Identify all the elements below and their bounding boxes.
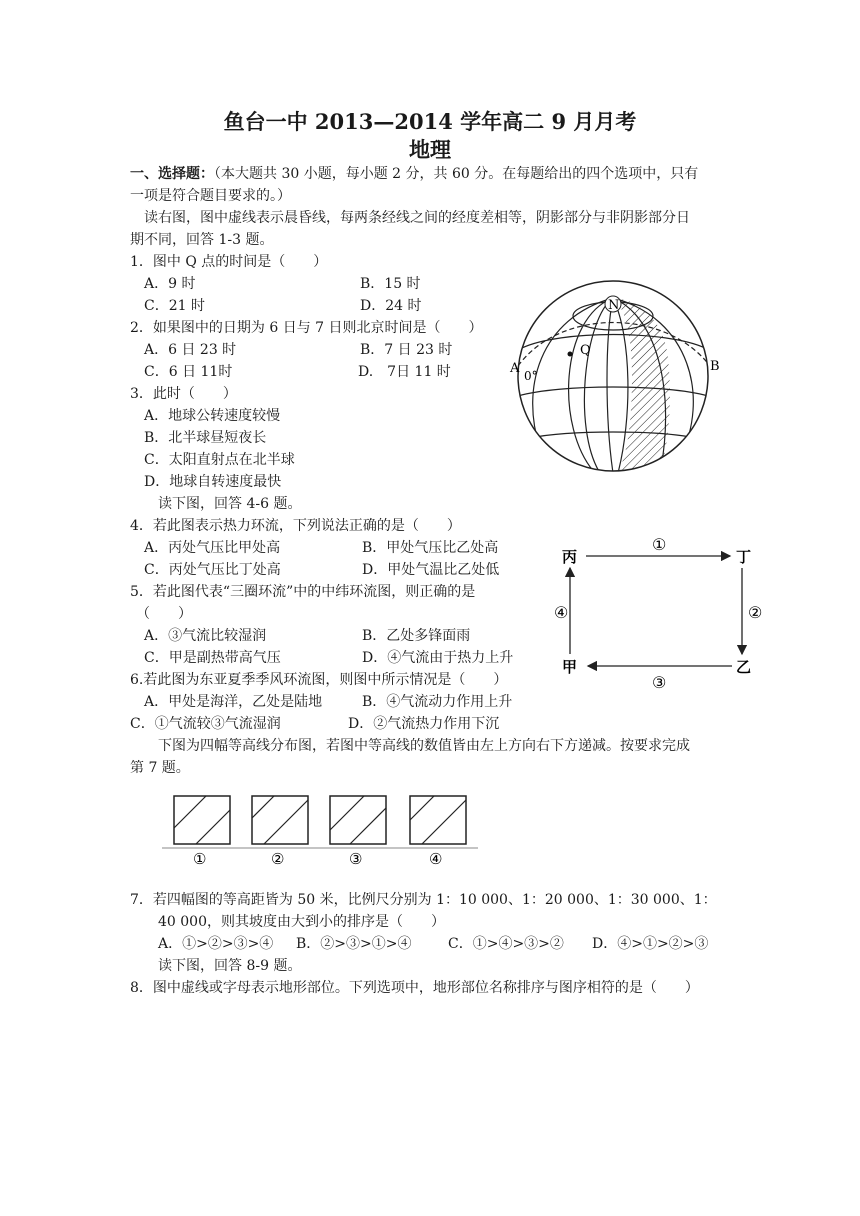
- q2-option-b: B．7 日 23 时: [360, 342, 453, 358]
- label-ding: 丁: [736, 548, 752, 566]
- label-yi: 乙: [736, 658, 752, 676]
- q3-option-a: A．地球公转速度较慢: [144, 408, 281, 424]
- q3-option-d: D．地球自转速度最快: [144, 474, 282, 490]
- section-instruction: [130, 164, 698, 184]
- point-q-label: Q: [580, 343, 591, 358]
- subject-title: 地理: [409, 137, 451, 162]
- q4-option-c: C．丙处气压比丁处高: [144, 562, 281, 578]
- q1-option-b: B．15 时: [360, 276, 421, 292]
- label-bing: 丙: [562, 548, 578, 566]
- globe-diagram: [500, 278, 730, 478]
- q7-option-a: A．①>②>③>④: [158, 936, 274, 952]
- q6-stem: 6.若此图为东亚夏季季风环流图，则图中所示情况是（ ）: [130, 672, 508, 688]
- q2-option-a: A．6 日 23 时: [144, 342, 237, 358]
- q8-stem: 8．图中虚线或字母表示地形部位。下列选项中，地形部位名称排序与图序相符的是（ ）: [130, 980, 699, 996]
- contour-label-4: ④: [429, 850, 443, 868]
- q5-option-a: A．③气流比较湿润: [144, 628, 267, 644]
- q6-option-d: D．②气流热力作用下沉: [348, 716, 500, 732]
- terminator-line: [518, 323, 710, 367]
- circulation-diagram: [556, 534, 766, 694]
- arrow-2-label: ②: [748, 603, 763, 622]
- point-q: [568, 352, 573, 357]
- arrow-1-label: ①: [652, 535, 667, 554]
- q1-stem: 1．图中 Q 点的时间是（ ）: [130, 254, 328, 270]
- contour-diagrams: [160, 790, 490, 870]
- contour-label-2: ②: [271, 850, 285, 868]
- intro1-line2: 期不同，回答 1-3 题。: [130, 232, 274, 248]
- intro3-line2: 第 7 题。: [130, 760, 190, 776]
- q5-stem: 5．若此图代表“三圈环流”中的中纬环流图，则正确的是: [130, 584, 476, 600]
- meridian-label: 0°: [524, 369, 538, 383]
- intro1-line1: 读右图，图中虚线表示晨昏线，每两条经线之间的经度差相等，阴影部分与非阴影部分日: [144, 210, 690, 226]
- arrow-4-label: ④: [554, 603, 569, 622]
- q4-option-d: D．甲处气温比乙处低: [362, 562, 500, 578]
- q7-stem2: 40 000，则其坡度由大到小的排序是（ ）: [158, 914, 445, 930]
- q7-option-b: B．②>③>①>④: [296, 936, 412, 952]
- contour-label-3: ③: [349, 850, 363, 868]
- q4-stem: 4．若此图表示热力环流，下列说法正确的是（ ）: [130, 518, 461, 534]
- q3-stem: 3．此时（ ）: [130, 386, 237, 402]
- q2-stem: 2．如果图中的日期为 6 日与 7 日则北京时间是（ ）: [130, 320, 483, 336]
- section-heading: 一、选择题：: [130, 166, 214, 182]
- point-a-label: A: [510, 361, 520, 376]
- page-title: 鱼台一中 2013—2014 学年高二 9 月月考: [223, 109, 637, 134]
- intro4: 读下图，回答 8-9 题。: [158, 958, 302, 974]
- q5-option-d: D．④气流由于热力上升: [362, 650, 514, 666]
- q6-option-b: B．④气流动力作用上升: [362, 694, 513, 710]
- q4-option-a: A．丙处气压比甲处高: [144, 540, 281, 556]
- intro3-line1: 下图为四幅等高线分布图，若图中等高线的数值皆由左上方向右下方递减。按要求完成: [158, 738, 690, 754]
- point-b-label: B: [710, 359, 720, 374]
- contour-map-4: [410, 796, 466, 844]
- q6-option-a: A．甲处是海洋，乙处是陆地: [144, 694, 323, 710]
- q5-option-b: B．乙处多锋面雨: [362, 628, 471, 644]
- intro2: 读下图，回答 4-6 题。: [158, 496, 302, 512]
- q2-option-c: C．6 日 11时: [144, 364, 233, 380]
- contour-map-2: [252, 796, 308, 844]
- q3-option-b: B．北半球昼短夜长: [144, 430, 267, 446]
- north-label: N: [608, 298, 620, 313]
- q2-option-d: D. 7日 11 时: [358, 364, 451, 380]
- q5-stem2: （ ）: [136, 606, 192, 622]
- q1-option-d: D．24 时: [360, 298, 422, 314]
- instruction-line1: （本大题共 30 小题，每小题 2 分，共 60 分。在每题给出的四个选项中，只有: [214, 166, 699, 182]
- q5-option-c: C．甲是副热带高气压: [144, 650, 281, 666]
- contour-label-1: ①: [193, 850, 207, 868]
- label-jia: 甲: [562, 658, 578, 676]
- q1-option-a: A．9 时: [144, 276, 196, 292]
- q6-option-c: C．①气流较③气流湿润: [130, 716, 281, 732]
- q1-option-c: C．21 时: [144, 298, 205, 314]
- instruction-line2: 一项是符合题目要求的。）: [130, 188, 291, 204]
- contour-map-1: [174, 796, 230, 844]
- q3-option-c: C．太阳直射点在北半球: [144, 452, 295, 468]
- q4-option-b: B．甲处气压比乙处高: [362, 540, 499, 556]
- contour-map-3: [330, 796, 386, 844]
- arrow-3-label: ③: [652, 673, 667, 692]
- q7-option-d: D．④>①>②>③: [592, 936, 709, 952]
- q7-option-c: C．①>④>③>②: [448, 936, 564, 952]
- q7-stem1: 7．若四幅图的等高距皆为 50 米，比例尺分别为 1：10 000、1：20 000、1：30 000、1：: [130, 892, 717, 908]
